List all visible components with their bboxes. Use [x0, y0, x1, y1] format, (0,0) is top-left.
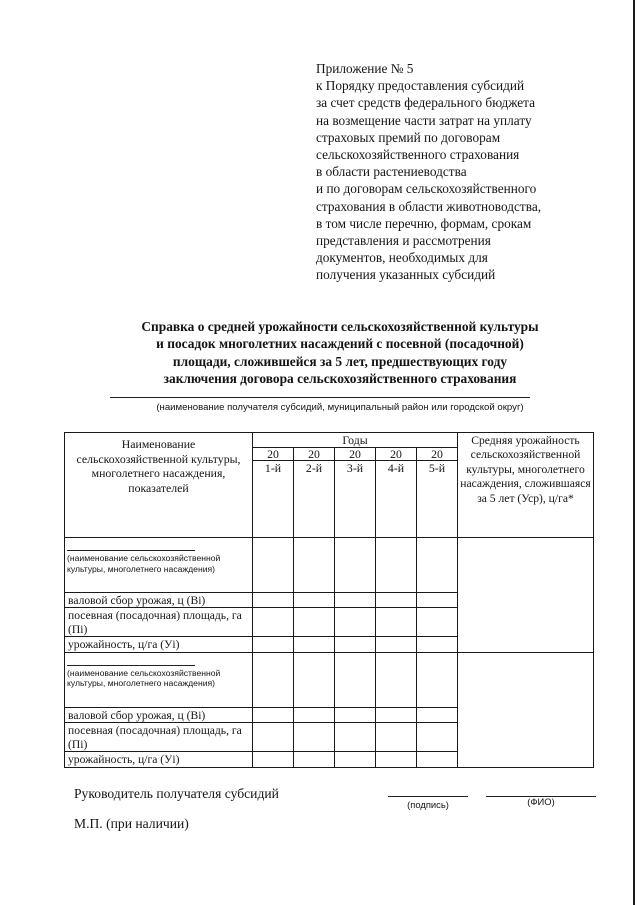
appendix-line: сельскохозяйственного страхования: [316, 147, 520, 163]
crop-name-placeholder: (наименование сельскохозяйственной культуры, многолетнего насаждения): [67, 667, 221, 689]
data-cell[interactable]: [376, 752, 417, 767]
data-cell[interactable]: [294, 593, 335, 608]
average-yield-header: Средняя урожайность сельскохозяйственной культуры, многолетнего насаждения, сложившаяся за 5 лет (Уср), ц/га*: [458, 433, 594, 538]
data-cell[interactable]: [417, 593, 458, 608]
data-cell[interactable]: [294, 538, 335, 593]
year-ordinal-5: 5-й: [417, 461, 458, 538]
recipient-caption: (наименование получателя субсидий, муниципальный район или городской округ): [156, 402, 524, 413]
data-cell[interactable]: [253, 707, 294, 722]
crop-name-cell[interactable]: [65, 652, 253, 707]
year-cell-2: 20: [294, 448, 335, 461]
data-cell[interactable]: [376, 608, 417, 637]
appendix-line: в том числе перечню, формам, срокам: [316, 215, 532, 231]
data-cell[interactable]: [417, 637, 458, 652]
year-ordinal-1: 1-й: [253, 461, 294, 538]
data-cell[interactable]: [376, 652, 417, 707]
appendix-line: в области растениеводства: [316, 164, 467, 180]
data-cell[interactable]: [294, 752, 335, 767]
data-cell[interactable]: [253, 608, 294, 637]
appendix-line: Приложение № 5: [316, 61, 414, 76]
data-cell[interactable]: [294, 707, 335, 722]
crop-name-fill-line: [67, 665, 195, 666]
appendix-heading: [316, 60, 541, 284]
data-cell[interactable]: [335, 637, 376, 652]
years-header: Годы: [253, 433, 458, 448]
title-line: площади, сложившейся за 5 лет, предшествующих году: [172, 353, 508, 369]
yield-label: урожайность, ц/га (Уi): [65, 752, 253, 767]
data-cell[interactable]: [294, 637, 335, 652]
sown-area-label: посевная (посадочная) площадь, га (Пi): [65, 723, 253, 752]
appendix-line: к Порядку предоставления субсидий: [316, 78, 525, 94]
data-cell[interactable]: [294, 652, 335, 707]
year-cell-4: 20: [376, 448, 417, 461]
yield-table: [64, 432, 594, 768]
data-cell[interactable]: [376, 637, 417, 652]
fio-caption: (ФИО): [527, 796, 555, 807]
data-cell[interactable]: [376, 723, 417, 752]
head-of-recipient-label: Руководитель получателя субсидий: [74, 786, 279, 801]
signature-fill-line[interactable]: [388, 796, 468, 797]
title-line: заключения договора сельскохозяйственного страхования: [163, 370, 517, 386]
yield-label: урожайность, ц/га (Уi): [65, 637, 253, 652]
gross-harvest-label: валовой сбор урожая, ц (Вi): [65, 707, 253, 722]
data-cell[interactable]: [294, 608, 335, 637]
appendix-line: на возмещение части затрат на уплату: [316, 112, 532, 128]
data-cell[interactable]: [417, 752, 458, 767]
signature-caption: (подпись): [407, 799, 449, 810]
data-cell[interactable]: [335, 723, 376, 752]
data-cell[interactable]: [335, 593, 376, 608]
sown-area-label: посевная (посадочная) площадь, га (Пi): [65, 608, 253, 637]
data-cell[interactable]: [335, 707, 376, 722]
data-cell[interactable]: [376, 707, 417, 722]
seal-label: М.П. (при наличии): [74, 816, 189, 831]
crop-name-fill-line: [67, 550, 195, 551]
year-ordinal-2: 2-й: [294, 461, 335, 538]
data-cell[interactable]: [335, 652, 376, 707]
data-cell[interactable]: [335, 608, 376, 637]
year-ordinal-3: 3-й: [335, 461, 376, 538]
appendix-line: страховых премий по договорам: [316, 129, 501, 145]
data-cell[interactable]: [376, 593, 417, 608]
year-cell-5: 20: [417, 448, 458, 461]
appendix-line: за счет средств федерального бюджета: [316, 95, 536, 111]
year-cell-1: 20: [253, 448, 294, 461]
data-cell[interactable]: [335, 752, 376, 767]
data-cell[interactable]: [253, 538, 294, 593]
appendix-line: и по договорам сельскохозяйственного: [316, 181, 537, 197]
year-ordinal-4: 4-й: [376, 461, 417, 538]
data-cell[interactable]: [253, 723, 294, 752]
appendix-line: представления и рассмотрения: [316, 233, 491, 249]
data-cell[interactable]: [417, 608, 458, 637]
data-cell[interactable]: [376, 538, 417, 593]
data-cell[interactable]: [294, 723, 335, 752]
data-cell[interactable]: [335, 538, 376, 593]
appendix-line: документов, необходимых для: [316, 250, 488, 266]
data-cell[interactable]: [253, 652, 294, 707]
data-cell[interactable]: [417, 652, 458, 707]
data-cell[interactable]: [417, 707, 458, 722]
average-yield-cell[interactable]: [458, 538, 594, 653]
data-cell[interactable]: [417, 723, 458, 752]
appendix-line: получения указанных субсидий: [316, 267, 496, 283]
data-cell[interactable]: [253, 637, 294, 652]
page-edge-line: [633, 0, 635, 905]
data-cell[interactable]: [417, 538, 458, 593]
year-cell-3: 20: [335, 448, 376, 461]
data-cell[interactable]: [253, 752, 294, 767]
title-line: и посадок многолетних насаждений с посевной (посадочной): [156, 336, 524, 352]
data-cell[interactable]: [253, 593, 294, 608]
name-column-header: Наименование сельскохозяйственной культуры, многолетнего насаждения, показателей: [65, 433, 253, 538]
gross-harvest-label: валовой сбор урожая, ц (Вi): [65, 593, 253, 608]
crop-name-placeholder: (наименование сельскохозяйственной культуры, многолетнего насаждения): [67, 553, 221, 574]
average-yield-cell[interactable]: [458, 652, 594, 767]
document-title: [60, 318, 620, 387]
crop-name-cell[interactable]: [65, 538, 253, 593]
recipient-fill-line: [110, 397, 530, 398]
title-line: Справка о средней урожайности сельскохозяйственной культуры: [141, 319, 539, 334]
appendix-line: страхования в области животноводства,: [316, 198, 542, 214]
